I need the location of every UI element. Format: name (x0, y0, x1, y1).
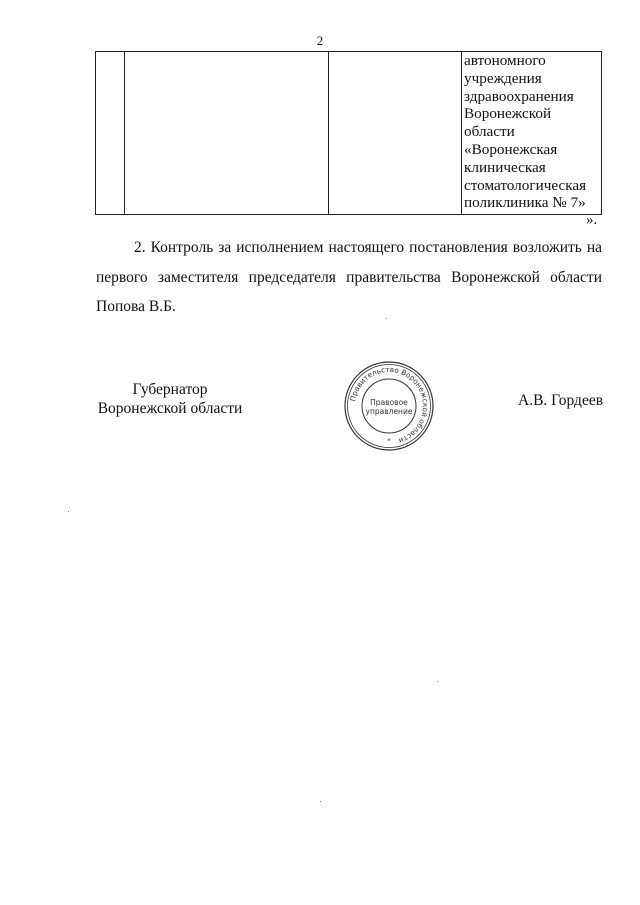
table-column-divider (124, 52, 125, 214)
stamp-inner-line2: управление (365, 407, 413, 416)
page-number: 2 (316, 33, 324, 48)
paragraph-text: 2. Контроль за исполнением настоящего постановления возложить на первого заместителя председателя правительства Воронежской области Попова В.Б. (96, 239, 602, 315)
paragraph-item-2 (96, 233, 602, 322)
stamp-inner-line1: Правовое (370, 398, 408, 407)
table-column-divider (328, 52, 329, 214)
signature-name: А.В. Гордеев (518, 392, 604, 409)
scan-speck (68, 511, 69, 512)
closing-quote: ». (586, 212, 598, 228)
scan-speck (386, 318, 387, 319)
scan-speck (437, 681, 438, 682)
signature-position-line1: Губернатор (132, 381, 208, 398)
stamp-star: * (387, 437, 391, 445)
table-fragment (95, 51, 602, 215)
official-stamp-icon (343, 360, 435, 452)
signature-position-line2: Воронежской области (97, 400, 243, 417)
table-cell-organization: автономного учреждения здравоохранения Воронежской области «Воронежская клиническая стоматологическая поликлиника № 7» (464, 52, 587, 212)
scan-speck (320, 801, 321, 802)
table-column-divider (461, 52, 462, 214)
signature-position (80, 380, 260, 418)
stamp-outer-text: Правительство Воронежской области (348, 364, 431, 446)
